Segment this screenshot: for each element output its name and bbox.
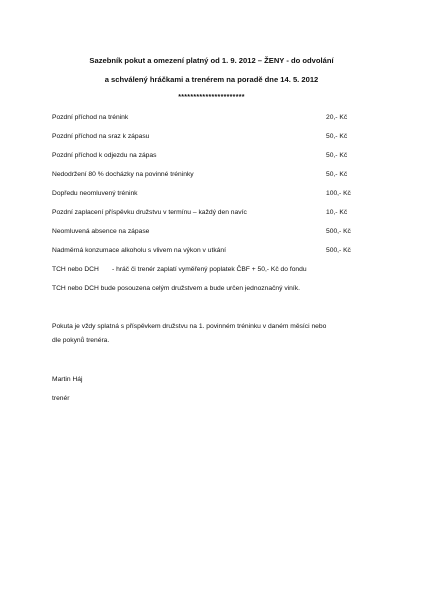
tch-note: TCH nebo DCH bude posouzena celým družstvem a bude určen jednoznačný viník. (52, 285, 300, 292)
fine-amount: 10,- Kč (326, 209, 348, 216)
fine-amount: 50,- Kč (326, 171, 348, 178)
fine-row (52, 114, 362, 124)
signature-role: trenér (52, 395, 70, 402)
fine-row (52, 171, 362, 181)
fine-amount: 500,- Kč (326, 247, 351, 254)
fine-label: Dopředu neomluvený trénink (52, 190, 138, 197)
fine-amount: 50,- Kč (326, 133, 348, 140)
fine-amount: 500,- Kč (326, 228, 351, 235)
fine-row (52, 209, 362, 219)
fine-label: Pozdní příchod k odjezdu na zápas (52, 152, 157, 159)
fine-label: Neomluvená absence na zápase (52, 228, 150, 235)
fine-row (52, 190, 362, 200)
fine-row (52, 133, 362, 143)
fine-row (52, 228, 362, 238)
fine-amount: 20,- Kč (326, 114, 348, 121)
document-title-line-2: a schválený hráčkami a trenérem na poradě dne 14. 5. 2012 (104, 75, 319, 84)
fine-row (52, 152, 362, 162)
fine-label: Pozdní příchod na trénink (52, 114, 129, 121)
fine-label: Nadměrná konzumace alkoholu s vlivem na výkon v utkání (52, 247, 226, 254)
tch-row (52, 266, 307, 273)
document-title-line-1: Sazebník pokut a omezení platný od 1. 9. 2012 – ŽENY - do odvolání (89, 56, 334, 65)
fine-row (52, 247, 362, 257)
fine-label: Pozdní příchod na sraz k zápasu (52, 133, 150, 140)
tch-label: TCH nebo DCH (52, 266, 99, 273)
title-separator: ********************** (178, 94, 245, 101)
payment-note-line-1: Pokuta je vždy splatná s příspěvkem družstvu na 1. povinném tréninku v daném měsíci nebo (52, 323, 327, 330)
fine-amount: 100,- Kč (326, 190, 351, 197)
fine-label: Nedodržení 80 % docházky na povinné tréninky (52, 171, 194, 178)
payment-note-line-2: dle pokynů trenéra. (52, 337, 110, 344)
fine-amount: 50,- Kč (326, 152, 348, 159)
signature-name: Martin Háj (52, 376, 83, 383)
fine-label: Pozdní zaplacení příspěvku družstvu v termínu – každý den navíc (52, 209, 247, 216)
tch-text: - hráč či trenér zaplatí vyměřený poplatek ČBF + 50,- Kč do fondu (112, 266, 307, 273)
